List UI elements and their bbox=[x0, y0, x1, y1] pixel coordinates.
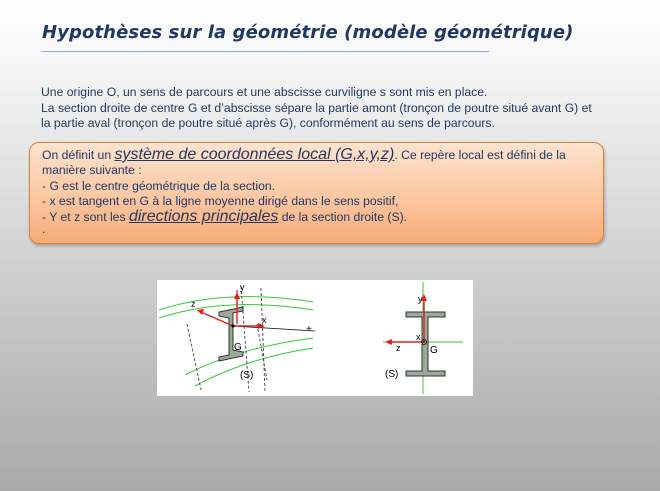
bullet-yz-suffix: de la section droite (S). bbox=[278, 210, 408, 225]
section-label: (S) bbox=[240, 370, 254, 381]
y-label: y bbox=[240, 282, 245, 292]
origin-point bbox=[231, 324, 234, 327]
definition-box bbox=[29, 142, 604, 244]
x-label: x bbox=[262, 315, 267, 325]
z-arrowhead bbox=[197, 309, 204, 315]
section-plane-edge bbox=[257, 324, 267, 380]
cross-section-figure bbox=[315, 280, 473, 396]
centroid-label: G bbox=[234, 342, 242, 353]
z-label: z bbox=[191, 299, 196, 309]
z-label: z bbox=[396, 343, 401, 353]
title-underline bbox=[41, 51, 489, 52]
centroid-label: G bbox=[430, 345, 438, 356]
coordinate-system-term: système de coordonnées local (G,x,y,z) bbox=[114, 146, 395, 163]
beam-perspective-figure bbox=[157, 280, 315, 396]
bullet-yz bbox=[42, 209, 598, 225]
bullet-yz-prefix: - Y et z sont les bbox=[42, 210, 129, 225]
fibre-line bbox=[195, 348, 313, 386]
section-plane-edge bbox=[261, 288, 265, 392]
x-axis-dot bbox=[423, 341, 425, 343]
principal-directions-term: directions principales bbox=[128, 208, 279, 226]
intro-line-1: Une origine O, un sens de parcours et une abscisse curviligne s sont mis en place. bbox=[41, 85, 488, 99]
y-arrowhead bbox=[234, 292, 240, 299]
trailing-dot: . bbox=[42, 222, 46, 237]
z-arrowhead bbox=[385, 339, 392, 345]
section-label: (S) bbox=[385, 369, 399, 380]
definition-line-1 bbox=[42, 147, 598, 179]
y-label: y bbox=[418, 294, 423, 304]
definition-text bbox=[42, 146, 598, 237]
cross-section-diagram bbox=[315, 280, 473, 396]
intro-line-2: La section droite de centre G et d’abscisse sépare la partie amont (tronçon de poutre situé avant G) et la partie aval (tronçon de poutre situé après G), conformément au sens de parcours. bbox=[41, 100, 592, 131]
beam-perspective-diagram bbox=[157, 280, 315, 396]
bullet-x: - x est tangent en G à la ligne moyenne dirigé dans le sens positif, bbox=[42, 193, 399, 208]
x-label: x bbox=[416, 332, 421, 342]
bullet-g: - G est le centre géométrique de la section. bbox=[42, 178, 276, 193]
definition-prefix: On définit un bbox=[42, 148, 115, 162]
intro-paragraph bbox=[41, 85, 601, 132]
positive-direction-label: + bbox=[306, 324, 312, 335]
section-plane-edge bbox=[187, 324, 201, 390]
definition-suffix: . Ce repère local est défini de la manière suivante : bbox=[42, 148, 566, 178]
x-axis-line bbox=[233, 326, 315, 331]
slide-title: Hypothèses sur la géométrie (modèle géométrique) bbox=[42, 22, 574, 43]
